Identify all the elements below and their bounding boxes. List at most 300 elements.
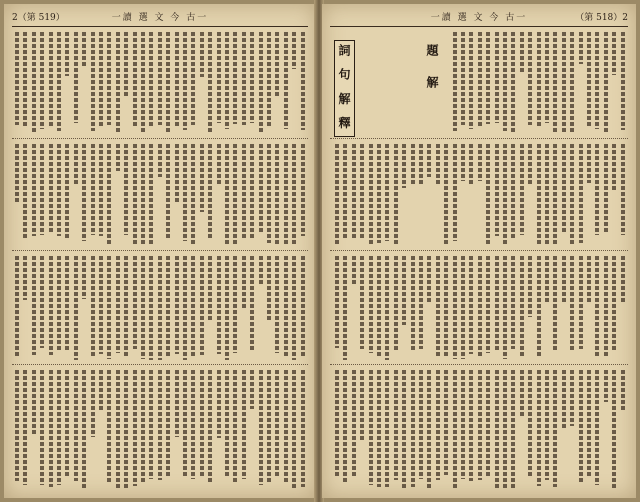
- text-column: [266, 368, 272, 492]
- text-column: [569, 142, 575, 248]
- text-column-glyphs: [402, 144, 406, 188]
- text-column-glyphs: [275, 144, 279, 246]
- text-column-glyphs: [604, 144, 608, 234]
- text-column-glyphs: [49, 32, 53, 127]
- text-column-glyphs: [149, 32, 153, 127]
- text-column-glyphs: [149, 370, 153, 479]
- text-column-glyphs: [537, 256, 541, 356]
- text-column-glyphs: [570, 144, 574, 246]
- text-column: [31, 254, 37, 362]
- text-column: [148, 368, 154, 492]
- text-column-glyphs: [191, 144, 195, 246]
- text-column-glyphs: [461, 256, 465, 359]
- right-band-divider-3: [330, 364, 628, 365]
- text-column: [207, 254, 213, 362]
- text-column: [485, 142, 491, 248]
- text-column: [291, 368, 297, 492]
- text-column-glyphs: [200, 256, 204, 355]
- text-column-glyphs: [570, 256, 574, 352]
- text-column: [48, 368, 54, 492]
- text-column-glyphs: [385, 370, 389, 487]
- text-column-glyphs: [250, 144, 254, 239]
- text-column: [443, 142, 449, 248]
- text-column-glyphs: [225, 32, 229, 129]
- text-column-glyphs: [242, 32, 246, 125]
- text-column: [594, 30, 600, 136]
- text-column: [418, 142, 424, 248]
- text-column-glyphs: [419, 370, 423, 479]
- text-column-glyphs: [49, 370, 53, 487]
- text-column: [39, 254, 45, 362]
- text-column: [249, 254, 255, 362]
- text-column: [224, 368, 230, 492]
- text-column-glyphs: [453, 32, 457, 131]
- text-column-glyphs: [250, 370, 254, 409]
- text-column-glyphs: [436, 370, 440, 480]
- text-column: [174, 368, 180, 492]
- text-column: [64, 254, 70, 362]
- text-column-glyphs: [250, 256, 254, 352]
- text-column-glyphs: [23, 144, 27, 240]
- text-column-glyphs: [99, 32, 103, 128]
- text-column-glyphs: [469, 144, 473, 184]
- text-column-glyphs: [436, 144, 440, 185]
- text-column: [586, 142, 592, 248]
- text-column-glyphs: [495, 370, 499, 490]
- text-column-glyphs: [520, 370, 524, 417]
- text-column: [536, 142, 542, 248]
- text-column: [586, 30, 592, 136]
- text-column: [182, 30, 188, 136]
- text-column: [536, 368, 542, 492]
- text-column-glyphs: [15, 370, 19, 481]
- text-column: [22, 142, 28, 248]
- text-column-glyphs: [402, 256, 406, 325]
- text-column-glyphs: [217, 370, 221, 438]
- text-column: [190, 30, 196, 136]
- text-column: [536, 254, 542, 362]
- text-column: [64, 142, 70, 248]
- text-column-glyphs: [175, 32, 179, 126]
- text-column-glyphs: [32, 144, 36, 236]
- text-column: [494, 254, 500, 362]
- text-column: [376, 142, 382, 248]
- text-column-glyphs: [82, 370, 86, 490]
- text-column: [56, 30, 62, 136]
- text-column-glyphs: [621, 256, 625, 304]
- text-column: [283, 30, 289, 136]
- right-band-divider-2: [330, 250, 628, 251]
- text-column-glyphs: [595, 370, 599, 485]
- text-column: [174, 142, 180, 248]
- text-column-glyphs: [411, 370, 415, 487]
- text-column-glyphs: [183, 144, 187, 241]
- text-column: [460, 254, 466, 362]
- text-column-glyphs: [511, 144, 515, 239]
- text-column: [468, 30, 474, 136]
- text-column: [165, 30, 171, 136]
- text-column: [510, 142, 516, 248]
- text-column-glyphs: [124, 256, 128, 356]
- text-column: [544, 368, 550, 492]
- text-column-glyphs: [427, 256, 431, 302]
- text-column-glyphs: [394, 256, 398, 351]
- text-column: [477, 30, 483, 136]
- text-column: [258, 254, 264, 362]
- text-column: [569, 30, 575, 136]
- text-column-glyphs: [579, 370, 583, 483]
- text-column: [190, 142, 196, 248]
- text-column: [199, 30, 205, 136]
- text-column: [22, 368, 28, 492]
- text-column-glyphs: [91, 370, 95, 437]
- text-column-glyphs: [15, 144, 19, 203]
- text-column: [477, 142, 483, 248]
- text-column: [207, 368, 213, 492]
- text-column: [502, 30, 508, 136]
- text-column: [207, 142, 213, 248]
- text-column-glyphs: [469, 370, 473, 481]
- text-column: [578, 30, 584, 136]
- text-column-glyphs: [352, 256, 356, 284]
- text-column: [418, 368, 424, 492]
- text-column: [216, 30, 222, 136]
- text-column: [594, 142, 600, 248]
- text-column-glyphs: [377, 256, 381, 358]
- text-column-glyphs: [562, 370, 566, 429]
- text-column: [578, 368, 584, 492]
- text-column-glyphs: [158, 144, 162, 177]
- text-column: [527, 142, 533, 248]
- text-column-glyphs: [612, 370, 616, 490]
- right-text-band-2: [330, 142, 628, 248]
- text-column: [603, 254, 609, 362]
- text-column-glyphs: [427, 370, 431, 490]
- text-column: [435, 368, 441, 492]
- left-text-band-4: [12, 368, 308, 492]
- text-column: [157, 368, 163, 492]
- text-column: [300, 142, 306, 248]
- text-column-glyphs: [91, 256, 95, 358]
- text-column-glyphs: [107, 370, 111, 482]
- left-header-rule: [12, 26, 308, 27]
- text-column-glyphs: [377, 144, 381, 243]
- text-column: [190, 254, 196, 362]
- text-column-glyphs: [141, 256, 145, 359]
- text-column: [39, 142, 45, 248]
- text-column: [106, 142, 112, 248]
- text-column: [620, 368, 626, 492]
- text-column: [569, 254, 575, 362]
- text-column: [132, 30, 138, 136]
- text-column-glyphs: [65, 256, 69, 350]
- text-column: [140, 254, 146, 362]
- text-column-glyphs: [537, 370, 541, 486]
- text-column: [443, 368, 449, 492]
- text-column: [519, 254, 525, 362]
- text-column-glyphs: [495, 144, 499, 236]
- text-column-glyphs: [411, 256, 415, 351]
- text-column-glyphs: [385, 256, 389, 360]
- right-page-number: （第 518）2: [575, 13, 628, 23]
- text-column: [31, 142, 37, 248]
- text-column-glyphs: [453, 370, 457, 490]
- text-column-glyphs: [587, 256, 591, 303]
- text-column: [115, 368, 121, 492]
- text-column: [603, 30, 609, 136]
- text-column-glyphs: [292, 256, 296, 360]
- text-column-glyphs: [208, 370, 212, 484]
- text-column: [73, 142, 79, 248]
- text-column: [140, 142, 146, 248]
- text-column-glyphs: [242, 256, 246, 309]
- text-column: [342, 142, 348, 248]
- text-column: [620, 254, 626, 362]
- text-column: [106, 254, 112, 362]
- text-column-glyphs: [301, 370, 305, 487]
- text-column: [291, 142, 297, 248]
- text-column-glyphs: [116, 256, 120, 353]
- text-column-glyphs: [133, 370, 137, 486]
- text-column: [224, 142, 230, 248]
- text-column-glyphs: [82, 144, 86, 241]
- text-column: [485, 368, 491, 492]
- text-column: [376, 254, 382, 362]
- text-column-glyphs: [166, 32, 170, 134]
- text-column-glyphs: [612, 256, 616, 351]
- text-column-glyphs: [292, 144, 296, 245]
- text-column: [376, 368, 382, 492]
- text-column: [266, 142, 272, 248]
- text-column: [410, 254, 416, 362]
- text-column-glyphs: [107, 32, 111, 125]
- text-column: [460, 368, 466, 492]
- text-column-glyphs: [74, 144, 78, 186]
- text-column-glyphs: [116, 144, 120, 171]
- text-column: [510, 254, 516, 362]
- text-column-glyphs: [175, 370, 179, 437]
- text-column-glyphs: [461, 370, 465, 479]
- text-column-glyphs: [191, 32, 195, 125]
- text-column-glyphs: [233, 256, 237, 353]
- text-column: [64, 368, 70, 492]
- text-column-glyphs: [158, 256, 162, 360]
- text-column: [502, 142, 508, 248]
- text-column-glyphs: [149, 256, 153, 360]
- text-column: [106, 30, 112, 136]
- text-column-glyphs: [570, 370, 574, 426]
- text-column: [300, 368, 306, 492]
- text-column: [98, 142, 104, 248]
- text-column-glyphs: [537, 144, 541, 246]
- text-column: [232, 368, 238, 492]
- text-column: [603, 142, 609, 248]
- text-column: [485, 254, 491, 362]
- text-column-glyphs: [528, 144, 532, 184]
- text-column: [73, 30, 79, 136]
- text-column: [14, 254, 20, 362]
- text-column-glyphs: [553, 32, 557, 134]
- text-column: [249, 368, 255, 492]
- text-column-glyphs: [461, 144, 465, 181]
- text-column: [578, 254, 584, 362]
- text-column-glyphs: [23, 256, 27, 300]
- text-column: [81, 142, 87, 248]
- text-column-glyphs: [124, 370, 128, 490]
- text-column: [594, 254, 600, 362]
- text-column: [283, 254, 289, 362]
- right-page: [322, 4, 636, 498]
- text-column-glyphs: [545, 256, 549, 304]
- text-column-glyphs: [335, 370, 339, 478]
- text-column-glyphs: [394, 370, 398, 480]
- text-column-glyphs: [478, 144, 482, 181]
- text-column: [199, 142, 205, 248]
- text-column-glyphs: [166, 370, 170, 476]
- text-column-glyphs: [343, 370, 347, 483]
- text-column: [207, 30, 213, 136]
- text-column: [544, 254, 550, 362]
- left-band-divider-3: [12, 364, 308, 365]
- left-running-title: 一讀 選 文 今 古一: [111, 13, 209, 23]
- text-column-glyphs: [553, 370, 557, 487]
- text-column-glyphs: [267, 144, 271, 243]
- text-column: [410, 368, 416, 492]
- text-column-glyphs: [360, 370, 364, 440]
- text-column-glyphs: [411, 144, 415, 184]
- text-column: [494, 368, 500, 492]
- text-column: [443, 254, 449, 362]
- right-text-band-3: [330, 254, 628, 362]
- text-column-glyphs: [15, 32, 19, 125]
- text-column: [81, 30, 87, 136]
- text-column-glyphs: [32, 370, 36, 436]
- text-column-glyphs: [65, 370, 69, 478]
- text-column-glyphs: [360, 256, 364, 349]
- text-column: [182, 142, 188, 248]
- text-column: [165, 254, 171, 362]
- text-column: [342, 254, 348, 362]
- text-column: [174, 30, 180, 136]
- text-column: [334, 142, 340, 248]
- text-column-glyphs: [124, 32, 128, 98]
- text-column: [368, 254, 374, 362]
- text-column: [586, 368, 592, 492]
- text-column-glyphs: [284, 256, 288, 357]
- text-column: [410, 142, 416, 248]
- text-column-glyphs: [595, 256, 599, 358]
- text-column-glyphs: [528, 370, 532, 476]
- text-column: [165, 368, 171, 492]
- text-column: [426, 254, 432, 362]
- text-column-glyphs: [352, 370, 356, 477]
- left-band-divider-1: [12, 138, 308, 139]
- text-column: [502, 254, 508, 362]
- text-column-glyphs: [275, 32, 279, 96]
- text-column: [468, 254, 474, 362]
- text-column: [359, 368, 365, 492]
- text-column: [216, 368, 222, 492]
- text-column: [477, 368, 483, 492]
- text-column: [199, 254, 205, 362]
- text-column-glyphs: [284, 144, 288, 246]
- text-column-glyphs: [360, 144, 364, 238]
- text-column: [14, 368, 20, 492]
- text-column-glyphs: [200, 144, 204, 212]
- text-column: [578, 142, 584, 248]
- text-column-glyphs: [166, 144, 170, 238]
- text-column: [157, 30, 163, 136]
- text-column-glyphs: [587, 144, 591, 183]
- text-column: [494, 30, 500, 136]
- text-column: [561, 368, 567, 492]
- text-column: [241, 368, 247, 492]
- text-column: [452, 142, 458, 248]
- text-column-glyphs: [82, 256, 86, 299]
- text-column-glyphs: [242, 144, 246, 240]
- text-column: [401, 368, 407, 492]
- text-column: [334, 254, 340, 362]
- text-column-glyphs: [158, 370, 162, 480]
- text-column: [594, 368, 600, 492]
- text-column: [182, 368, 188, 492]
- text-column: [401, 254, 407, 362]
- text-column-glyphs: [335, 256, 339, 348]
- text-column: [300, 254, 306, 362]
- right-text-band-1: [330, 30, 628, 136]
- text-column-glyphs: [486, 370, 490, 478]
- text-column-glyphs: [259, 256, 263, 286]
- text-column-glyphs: [233, 144, 237, 244]
- text-column-glyphs: [292, 32, 296, 69]
- text-column-glyphs: [436, 256, 440, 357]
- text-column-glyphs: [528, 32, 532, 125]
- text-column-glyphs: [158, 32, 162, 125]
- text-column-glyphs: [191, 370, 195, 479]
- text-column: [351, 368, 357, 492]
- text-column: [157, 142, 163, 248]
- text-column: [39, 368, 45, 492]
- text-column-glyphs: [495, 32, 499, 123]
- text-column: [569, 368, 575, 492]
- text-column: [123, 30, 129, 136]
- text-column: [249, 142, 255, 248]
- text-column-glyphs: [503, 32, 507, 131]
- text-column: [368, 142, 374, 248]
- text-column-glyphs: [267, 256, 271, 321]
- text-column-glyphs: [469, 256, 473, 354]
- text-column-glyphs: [579, 32, 583, 64]
- text-column-glyphs: [208, 144, 212, 240]
- text-column: [48, 30, 54, 136]
- text-column-glyphs: [141, 370, 145, 483]
- text-column: [258, 30, 264, 136]
- section-subtitle: 題 解: [425, 44, 439, 97]
- text-column-glyphs: [511, 32, 515, 134]
- text-column: [258, 368, 264, 492]
- text-column: [519, 368, 525, 492]
- text-column-glyphs: [183, 370, 187, 476]
- text-column: [393, 368, 399, 492]
- text-column: [418, 254, 424, 362]
- text-column-glyphs: [352, 144, 356, 238]
- text-column-glyphs: [419, 144, 423, 184]
- text-column-glyphs: [233, 32, 237, 124]
- text-column: [368, 368, 374, 492]
- text-column-glyphs: [369, 144, 373, 244]
- text-column: [460, 30, 466, 136]
- text-column-glyphs: [545, 32, 549, 123]
